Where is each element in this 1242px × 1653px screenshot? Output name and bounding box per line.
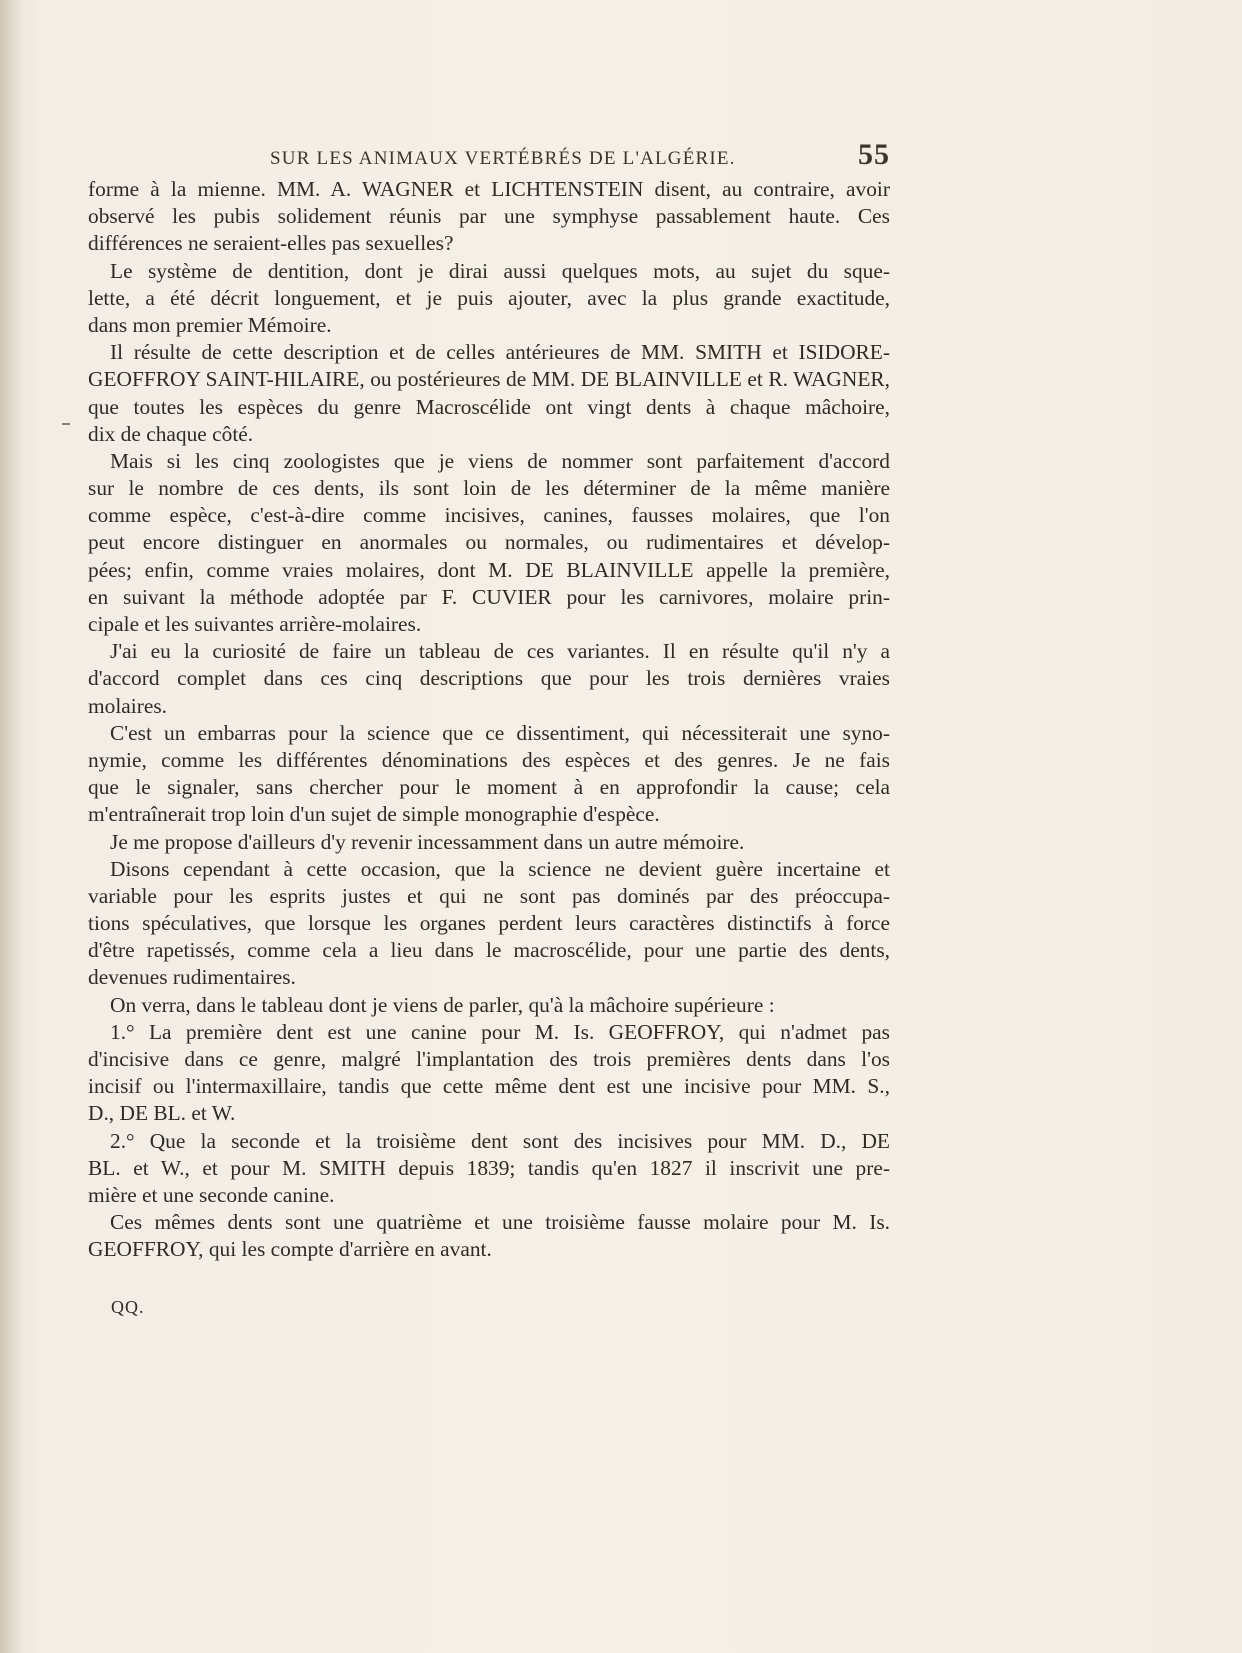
text-line: peut encore distinguer en anormales ou normales, ou rudimentaires et dévelop- xyxy=(88,530,890,555)
text-line: D., DE BL. et W. xyxy=(88,1101,236,1126)
text-line: molaires. xyxy=(88,693,168,718)
text-line: GEOFFROY, qui les compte d'arrière en avant. xyxy=(88,1237,492,1262)
text-line: mière et une seconde canine. xyxy=(88,1182,335,1207)
text-line: tions spéculatives, que lorsque les organes perdent leurs caractères distinctifs à force xyxy=(88,911,890,936)
text-line: d'être rapetissés, comme cela a lieu dans le macroscélide, pour une partie des dents, xyxy=(88,938,890,963)
text-line: variable pour les esprits justes et qui ne sont pas dominés par des préoccupa- xyxy=(88,883,890,908)
text-line: Ces mêmes dents sont une quatrième et une troisième fausse molaire pour M. Is. xyxy=(110,1210,890,1235)
binding-shadow xyxy=(0,0,22,1653)
text-line: comme espèce, c'est-à-dire comme incisives, canines, fausses molaires, que l'on xyxy=(88,503,890,528)
text-line: cipale et les suivantes arrière-molaires. xyxy=(88,612,422,636)
text-line: dans mon premier Mémoire. xyxy=(88,312,332,337)
text-line: pées; enfin, comme vraies molaires, dont M. DE BLAINVILLE appelle la première, xyxy=(88,557,890,582)
text-line: que toutes les espèces du genre Macroscélide ont vingt dents à chaque mâchoire, xyxy=(88,394,890,419)
running-head xyxy=(90,138,890,174)
text-line: Mais si les cinq zoologistes que je viens de nommer sont parfaitement d'accord xyxy=(110,448,890,473)
text-line: 2.° Que la seconde et la troisième dent sont des incisives pour MM. D., DE xyxy=(110,1128,890,1153)
text-line: On verra, dans le tableau dont je viens de parler, qu'à la mâchoire supérieure : xyxy=(110,992,775,1017)
text-line: devenues rudimentaires. xyxy=(88,965,296,990)
text-line: d'incisive dans ce genre, malgré l'implantation des trois premières dents dans l'os xyxy=(88,1047,890,1071)
text-line: en suivant la méthode adoptée par F. CUVIER pour les carnivores, molaire prin- xyxy=(88,584,890,609)
text-line: sur le nombre de ces dents, ils sont loin de les déterminer de la même manière xyxy=(88,476,890,501)
text-line: dix de chaque côté. xyxy=(88,421,254,446)
text-line: Le système de dentition, dont je dirai aussi quelques mots, au sujet du sque- xyxy=(110,258,890,283)
text-line: observé les pubis solidement réunis par une symphyse passablement haute. Ces xyxy=(88,204,890,229)
text-line: BL. et W., et pour M. SMITH depuis 1839; tandis qu'en 1827 il inscrivit une pre- xyxy=(88,1155,890,1180)
text-line: Il résulte de cette description et de celles antérieures de MM. SMITH et ISIDORE- xyxy=(110,340,890,365)
running-title: SUR LES ANIMAUX VERTÉBRÉS DE L'ALGÉRIE. xyxy=(270,148,736,169)
text-line: forme à la mienne. MM. A. WAGNER et LICHTENSTEIN disent, au contraire, avoir xyxy=(88,177,890,201)
text-line: incisif ou l'intermaxillaire, tandis que cette même dent est une incisive pour MM. S., xyxy=(88,1074,890,1099)
text-line: lette, a été décrit longuement, et je puis ajouter, avec la plus grande exactitude, xyxy=(88,285,890,310)
text-line: 1.° La première dent est une canine pour M. Is. GEOFFROY, qui n'admet pas xyxy=(110,1019,890,1044)
text-line: m'entraînerait trop loin d'un sujet de simple monographie d'espèce. xyxy=(88,802,660,827)
text-line: GEOFFROY SAINT-HILAIRE, ou postérieures de MM. DE BLAINVILLE et R. WAGNER, xyxy=(88,367,890,392)
page-number: 55 xyxy=(858,138,890,171)
text-line: Disons cependant à cette occasion, que la science ne devient guère incertaine et xyxy=(110,856,890,881)
text-line: nymie, comme les différentes dénominations des espèces et des genres. Je ne fais xyxy=(88,747,890,772)
text-line: d'accord complet dans ces cinq descriptions que pour les trois dernières vraies xyxy=(88,666,890,691)
text-line: que le signaler, sans chercher pour le moment à en approfondir la cause; cela xyxy=(88,775,890,800)
margin-mark xyxy=(62,423,70,425)
signature-mark: QQ. xyxy=(111,1297,145,1317)
text-line: différences ne seraient-elles pas sexuelles? xyxy=(88,231,454,256)
text-line: J'ai eu la curiosité de faire un tableau de ces variantes. Il en résulte qu'il n'y a xyxy=(110,639,890,664)
text-line: C'est un embarras pour la science que ce dissentiment, qui nécessiterait une syno- xyxy=(110,720,890,745)
body-text xyxy=(88,176,890,1264)
text-line: Je me propose d'ailleurs d'y revenir incessamment dans un autre mémoire. xyxy=(110,829,745,854)
